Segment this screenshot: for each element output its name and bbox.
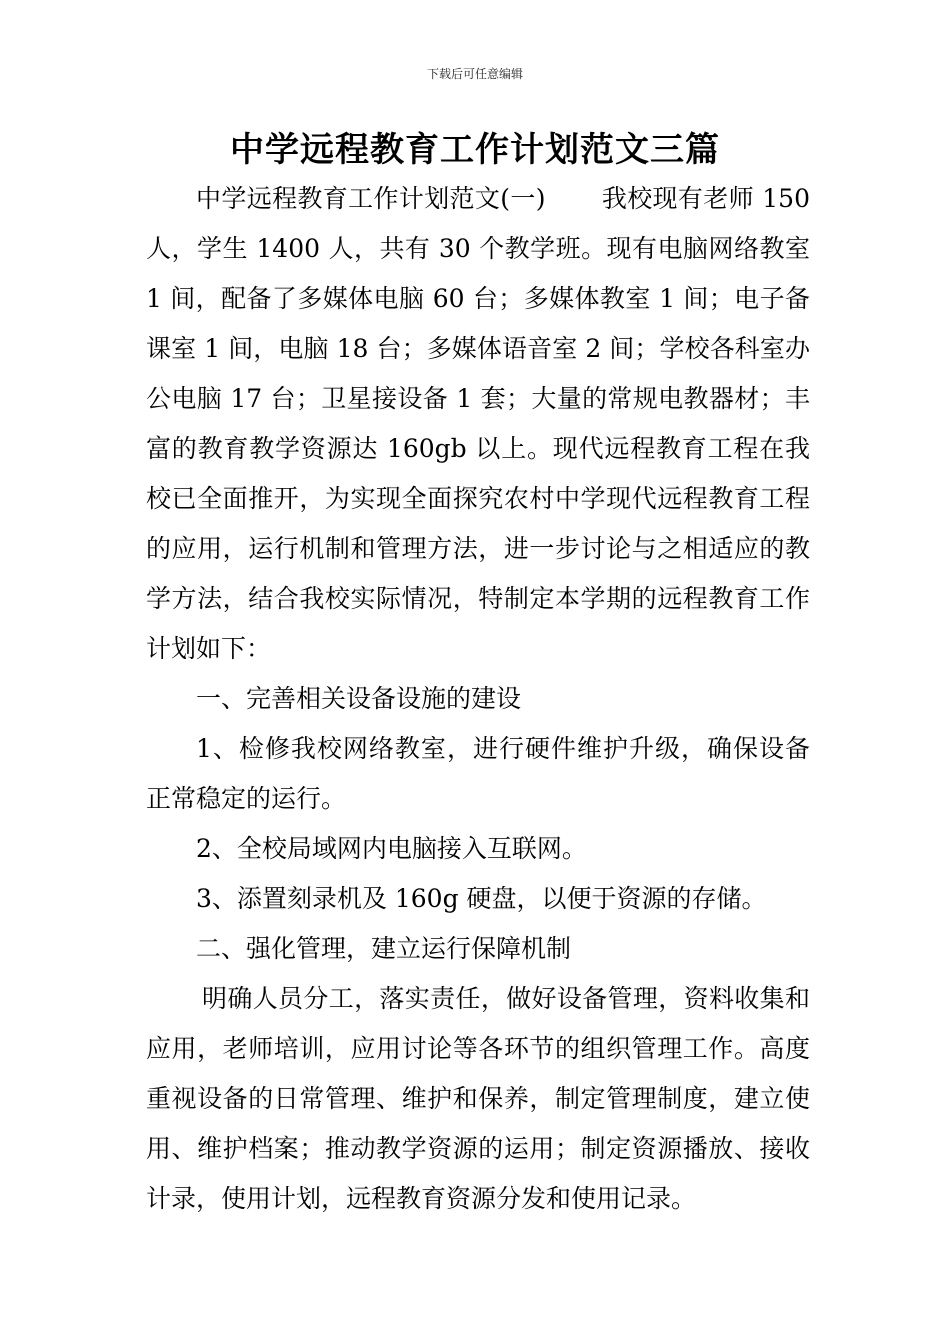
document-body <box>146 174 810 1224</box>
section-heading-2: 二、强化管理，建立运行保障机制 <box>196 934 572 963</box>
list-item-3: 3、添置刻录机及 160g 硬盘，以便于资源的存储。 <box>196 884 767 913</box>
list-item-2: 2、全校局域网内电脑接入互联网。 <box>196 834 587 863</box>
list-item-1: 1、检修我校网络教室，进行硬件维护升级，确保设备正常稳定的运行。 <box>146 734 810 813</box>
document-title: 中学远程教育工作计划范文三篇 <box>230 130 720 170</box>
intro-heading: 中学远程教育工作计划范文(一) <box>196 184 546 213</box>
section-heading-1: 一、完善相关设备设施的建设 <box>196 684 522 713</box>
intro-text: 我校现有老师 150 人，学生 1400 人，共有 30 个教学班。现有电脑网络教室 1 间，配备了多媒体电脑 60 台；多媒体教室 1 间；电子备课室 1 间，电脑 18 台；多媒体语音室 2 间；学校各科室办公电脑 17 台；卫星接设备 1 套；大量的常规电教器材；丰富的教育教学资源达 160gb 以上。现代远程教育工程在我校已全面推开，为实现全面探究农村中学现代远程教育工程的应用，运行机制和管理方法，进一步讨论与之相适应的教学方法，结合我校实际情况，特制定本学期的远程教育工作计划如下： <box>146 184 810 663</box>
management-paragraph: 明确人员分工，落实责任，做好设备管理，资料收集和应用，老师培训，应用讨论等各环节的组织管理工作。高度重视设备的日常管理、维护和保养，制定管理制度，建立使用、维护档案；推动教学资源的运用；制定资源播放、接收计录，使用计划，远程教育资源分发和使用记录。 <box>146 984 810 1213</box>
intro-paragraph <box>146 174 810 674</box>
header-note: 下载后可任意编辑 <box>426 67 523 81</box>
